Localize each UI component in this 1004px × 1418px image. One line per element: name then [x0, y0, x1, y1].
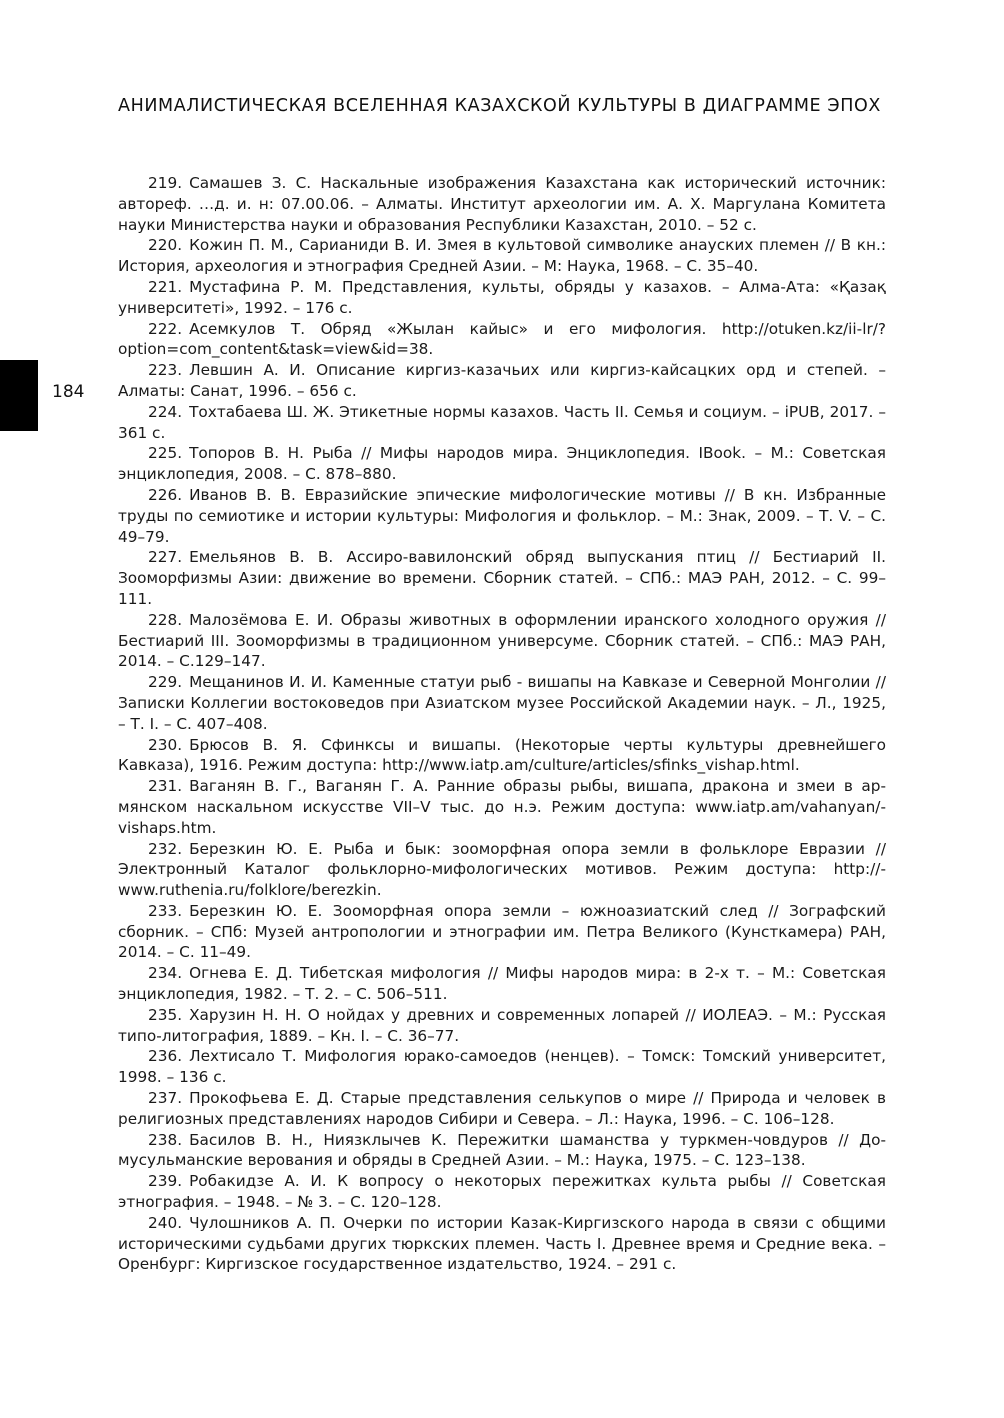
reference-item: 224. Тохтабаева Ш. Ж. Этикетные нормы казахов. Часть II. Семья и социум. – iPUB, 2017. – 361 с.: [118, 402, 886, 442]
reference-item: 231. Ваганян В. Г., Ваганян Г. А. Ранние образы рыбы, вишапа, дракона и змеи в армянском наскальном искусстве VII–V тыс. до н.э. Режим доступа: www.iatp.am/vahanyan/vishaps.htm.: [118, 777, 886, 837]
reference-item: 240. Чулошников А. П. Очерки по истории Казак-Киргизского народа в связи с общими историческими судьбами других тюркских племен. Часть I. Древнее время и Средние века. – Оренбург: Киргизское государственное издательство, 1924. – 291 с.: [118, 1213, 886, 1274]
reference-item: 219. Самашев З. С. Наскальные изображения Казахстана как исторический источник: автореф. …д. и. н: 07.00.06. – Алматы. Институт археологии им. А. Х. Маргулана Комитета науки Министерства науки и образования Республики Казахстан, 2010. – 52 с.: [118, 174, 886, 234]
reference-list: [118, 173, 886, 1275]
reference-item: 235. Харузин Н. Н. О нойдах у древних и современных лопарей // ИОЛЕАЭ. – М.: Русская типо-литография, 1889. – Кн. I. – С. 36–77.: [118, 1005, 886, 1045]
reference-item: 233. Березкин Ю. Е. Зооморфная опора земли – южноазиатский след // Зографский сборник. – СПб: Музей антропологии и этнографии им. Петра Великого (Кунсткамера) РАН, 2014. – С. 11–49.: [118, 901, 886, 962]
running-title: АНИМАЛИСТИЧЕСКАЯ ВСЕЛЕННАЯ КАЗАХСКОЙ КУЛЬТУРЫ В ДИАГРАММЕ ЭПОХ: [118, 96, 881, 116]
reference-item: 220. Кожин П. М., Сарианиди В. И. Змея в культовой символике анауских племен // В кн.: История, археология и этнография Средней Азии. – М: Наука, 1968. – С. 35–40.: [118, 236, 886, 276]
reference-item: 229. Мещанинов И. И. Каменные статуи рыб - вишапы на Кавказе и Северной Монголии // Записки Коллегии востоковедов при Азиатском музее Российской Академии наук. – Л., 1925, – Т. I. – С. 407–408.: [118, 673, 886, 733]
page-number: 184: [52, 382, 85, 402]
reference-item: 223. Левшин А. И. Описание киргиз-казачьих или киргиз-кайсацких орд и степей. – Алматы: Санат, 1996. – 656 с.: [118, 361, 886, 400]
reference-item: 228. Малозёмова Е. И. Образы животных в оформлении иранского холодного оружия // Бестиарий III. Зооморфизмы в традиционном универсуме. Сборник статей. – СПб.: МАЭ РАН, 2014. – С.129–147.: [118, 610, 886, 671]
reference-item: 238. Басилов В. Н., Ниязклычев К. Пережитки шаманства у туркмен-човдуров // Домусульманские верования и обряды в Средней Азии. – М.: Наука, 1975. – С. 123–138.: [118, 1130, 886, 1170]
page-edge-tab: [0, 360, 38, 431]
reference-item: 234. Огнева Е. Д. Тибетская мифология // Мифы народов мира: в 2-х т. – М.: Советская энциклопедия, 1982. – Т. 2. – С. 506–511.: [118, 964, 886, 1004]
reference-item: 237. Прокофьева Е. Д. Старые представления селькупов о мире // Природа и человек в религиозных представлениях народов Сибири и Севера. – Л.: Наука, 1996. – С. 106–128.: [118, 1089, 886, 1128]
reference-item: 227. Емельянов В. В. Ассиро-вавилонский обряд выпускания птиц // Бестиарий II. Зооморфизмы Азии: движение во времени. Сборник статей. – СПб.: МАЭ РАН, 2012. – С. 99–111.: [118, 548, 886, 608]
reference-item: 232. Березкин Ю. Е. Рыба и бык: зооморфная опора земли в фольклоре Евразии // Электронный Каталог фольклорно-мифологических мотивов. Режим доступа: http://www.ruthenia.ru/folklore/berezkin.: [118, 839, 886, 900]
reference-item: 236. Лехтисало Т. Мифология юрако-самоедов (ненцев). – Томск: Томский университет, 1998. – 136 с.: [118, 1047, 886, 1087]
reference-item: 221. Мустафина Р. М. Представления, культы, обряды у казахов. – Алма-Ата: «Қазақ университеті», 1992. – 176 с.: [118, 277, 886, 317]
reference-item: 239. Робакидзе А. И. К вопросу о некоторых пережитках культа рыбы // Советская этнография. – 1948. – № 3. – С. 120–128.: [118, 1172, 886, 1212]
reference-item: 230. Брюсов В. Я. Сфинксы и вишапы. (Некоторые черты культуры древнейшего Кавказа), 1916. Режим доступа: http://www.iatp.am/culture/articles/sfinks_vishap.html.: [118, 735, 886, 775]
reference-item: 226. Иванов В. В. Евразийские эпические мифологические мотивы // В кн. Избранные труды по семиотике и истории культуры: Мифология и фольклор. – М.: Знак, 2009. – Т. V. – С. 49–79.: [118, 485, 886, 546]
reference-item: 222. Асемкулов Т. Обряд «Жылан кайыс» и его мифология. http://otuken.kz/ii-lr/?option=com_content&task=view&id=38.: [118, 319, 886, 359]
reference-item: 225. Топоров В. Н. Рыба // Мифы народов мира. Энциклопедия. IBook. – М.: Советская энциклопедия, 2008. – С. 878–880.: [118, 444, 886, 484]
